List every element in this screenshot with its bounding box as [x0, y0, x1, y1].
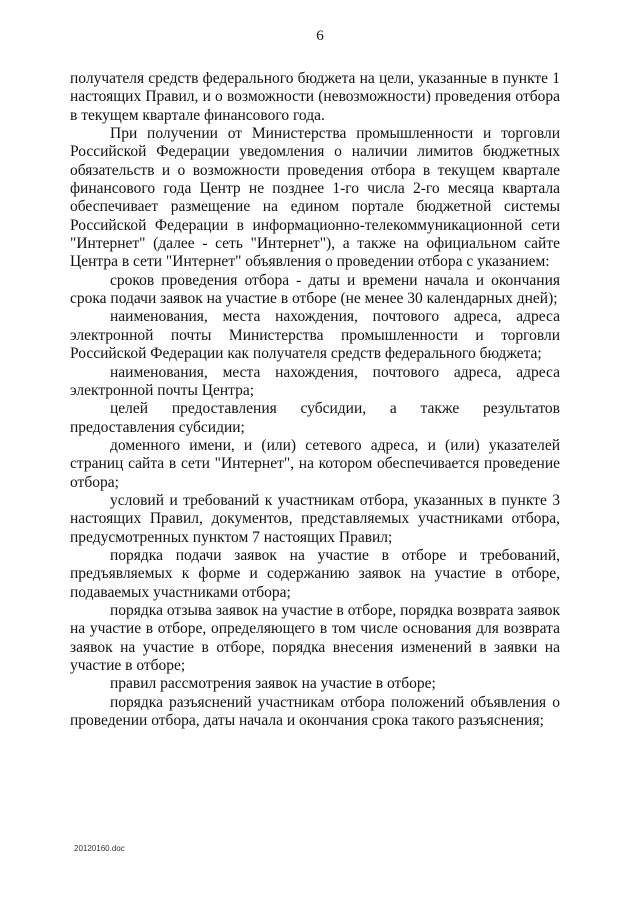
list-item-domain-name: доменного имени, и (или) сетевого адреса, и (или) указателей страниц сайта в сети "Интернет", на котором обеспечивается проведение отбора; [70, 436, 560, 491]
list-item-clarification-procedure: порядка разъяснений участникам отбора положений объявления о проведении отбора, даты начала и окончания срока такого разъяснения; [70, 693, 560, 730]
list-item-center-details: наименования, места нахождения, почтового адреса, адреса электронной почты Центра; [70, 363, 560, 399]
list-item-subsidy-goals: целей предоставления субсидии, а также результатов предоставления субсидии; [70, 400, 560, 436]
paragraph-announcement-intro: При получении от Министерства промышленности и торговли Российской Федерации уведомления о наличии лимитов бюджетных обязательств и о возможности проведения отбора в текущем квартале финансового года Центр не позднее 1-го числа 2-го месяца квартала обеспечивает размещение на едином портале бюджетной системы Российской Федерации в информационно-телекоммуникационной сети "Интернет" (далее - сеть "Интернет"), а также на официальном сайте Центра в сети "Интернет" объявления о проведении отбора с указанием: [70, 125, 560, 271]
list-item-ministry-details: наименования, места нахождения, почтового адреса, адреса электронной почты Министерства промышленности и торговли Российской Федерации как получателя средств федерального бюджета; [70, 308, 560, 363]
list-item-application-submission: порядка подачи заявок на участие в отборе и требований, предъявляемых к форме и содержанию заявок на участие в отборе, подаваемых участниками отбора; [70, 546, 560, 601]
page-number: 6 [316, 28, 324, 44]
document-body [70, 70, 560, 730]
footer-file-code: 20120160.doc [74, 844, 125, 853]
list-item-selection-dates: сроков проведения отбора - даты и времени начала и окончания срока подачи заявок на участие в отборе (не менее 30 календарных дней); [70, 271, 560, 308]
list-item-participant-requirements: условий и требований к участникам отбора, указанных в пункте 3 настоящих Правил, документов, представляемых участниками отбора, предусмотренных пунктом 7 настоящих Правил; [70, 491, 560, 546]
paragraph-continuation: получателя средств федерального бюджета на цели, указанные в пункте 1 настоящих Правил, и о возможности (невозможности) проведения отбора в текущем квартале финансового года. [70, 70, 560, 124]
list-item-review-rules: правил рассмотрения заявок на участие в отборе; [110, 675, 436, 693]
list-item-application-withdrawal: порядка отзыва заявок на участие в отборе, порядка возврата заявок на участие в отборе, определяющего в том числе основания для возврата заявок на участие в отборе, порядка внесения изменений в заявки на участие в отборе; [70, 601, 560, 674]
